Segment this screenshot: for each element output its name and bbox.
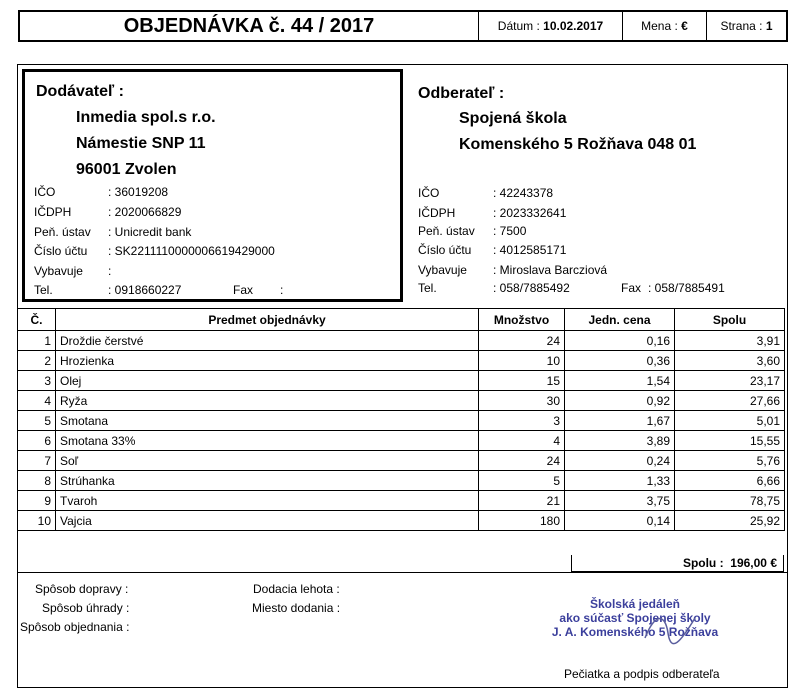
payment-label: Spôsob úhrady : — [42, 601, 130, 615]
row-quantity: 15 — [479, 371, 565, 391]
row-unit-price: 0,14 — [565, 511, 675, 531]
table-row — [18, 411, 785, 431]
row-number: 3 — [18, 371, 56, 391]
supplier-box — [22, 69, 403, 302]
total-label: Spolu : — [682, 556, 724, 570]
row-quantity: 5 — [479, 471, 565, 491]
row-quantity: 24 — [479, 451, 565, 471]
row-quantity: 24 — [479, 331, 565, 351]
row-unit-price: 1,67 — [565, 411, 675, 431]
page-cell — [706, 12, 786, 40]
row-total: 3,91 — [675, 331, 785, 351]
col-quantity-header: Množstvo — [479, 309, 565, 331]
row-unit-price: 0,24 — [565, 451, 675, 471]
row-item: Ryža — [56, 391, 479, 411]
date-value: 10.02.2017 — [543, 19, 604, 33]
row-number: 10 — [18, 511, 56, 531]
supplier-contact-label: Vybavuje — [34, 264, 83, 278]
supplier-icdph-label: IČDPH — [34, 205, 72, 219]
customer-address: Komenského 5 Rožňava 048 01 — [459, 136, 697, 153]
supplier-fax-label: Fax — [233, 283, 254, 297]
stamp-line-3: J. A. Komenského 5 Rožňava — [551, 625, 719, 639]
supplier-street: Námestie SNP 11 — [76, 135, 206, 152]
customer-contact-value: : Miroslava Barcziová — [493, 263, 608, 277]
table-header-row — [18, 309, 785, 331]
customer-title: Odberateľ : — [418, 85, 505, 102]
delivery-term-label: Dodacia lehota : — [253, 582, 340, 596]
supplier-title: Dodávateľ : — [36, 83, 124, 100]
row-item: Strúhanka — [56, 471, 479, 491]
customer-icdph-value: : 2023332641 — [493, 206, 567, 220]
row-total: 27,66 — [675, 391, 785, 411]
row-item: Hrozienka — [56, 351, 479, 371]
table-row — [18, 491, 785, 511]
row-quantity: 4 — [479, 431, 565, 451]
stamp-line-1: Školská jedáleň — [589, 597, 681, 611]
header-bar — [18, 10, 788, 42]
row-quantity: 21 — [479, 491, 565, 511]
order-title: OBJEDNÁVKA č. 44 / 2017 — [123, 14, 375, 37]
row-total: 5,01 — [675, 411, 785, 431]
customer-account-label: Číslo účtu — [418, 243, 472, 257]
row-unit-price: 1,54 — [565, 371, 675, 391]
row-item: Smotana 33% — [56, 431, 479, 451]
supplier-ico-value: : 36019208 — [108, 185, 169, 199]
supplier-tel-value: : 0918660227 — [108, 283, 182, 297]
row-unit-price: 0,36 — [565, 351, 675, 371]
row-total: 6,66 — [675, 471, 785, 491]
row-item: Droždie čerstvé — [56, 331, 479, 351]
row-total: 3,60 — [675, 351, 785, 371]
table-body — [18, 331, 785, 531]
school-stamp — [515, 597, 755, 639]
customer-tel-value: : 058/7885492 — [493, 281, 570, 295]
row-total: 25,92 — [675, 511, 785, 531]
supplier-bank-value: : Unicredit bank — [108, 225, 192, 239]
total-value: 196,00 € — [730, 556, 777, 570]
order-method-label: Spôsob objednania : — [20, 620, 130, 634]
row-unit-price: 0,92 — [565, 391, 675, 411]
row-number: 6 — [18, 431, 56, 451]
customer-ico-value: : 42243378 — [493, 186, 554, 200]
customer-account-value: : 4012585171 — [493, 243, 567, 257]
items-table — [17, 308, 785, 531]
customer-fax-label: Fax — [621, 281, 642, 295]
delivery-place-label: Miesto dodania : — [252, 601, 341, 615]
row-item: Smotana — [56, 411, 479, 431]
row-number: 7 — [18, 451, 56, 471]
row-total: 78,75 — [675, 491, 785, 511]
row-number: 5 — [18, 411, 56, 431]
customer-contact-label: Vybavuje — [418, 263, 467, 277]
currency-value: € — [681, 19, 688, 33]
supplier-account-value: : SK2211110000006619429000 — [108, 244, 275, 258]
row-total: 15,55 — [675, 431, 785, 451]
supplier-fax-value: : — [280, 283, 284, 297]
page-label: Strana : — [720, 19, 763, 33]
row-number: 1 — [18, 331, 56, 351]
row-total: 5,76 — [675, 451, 785, 471]
row-unit-price: 3,89 — [565, 431, 675, 451]
row-unit-price: 0,16 — [565, 331, 675, 351]
customer-tel-label: Tel. — [418, 281, 437, 295]
table-row — [18, 511, 785, 531]
row-total: 23,17 — [675, 371, 785, 391]
supplier-bank-label: Peň. ústav — [34, 225, 91, 239]
supplier-icdph-value: : 2020066829 — [108, 205, 182, 219]
table-bottom-line — [17, 572, 788, 573]
row-number: 2 — [18, 351, 56, 371]
currency-cell — [622, 12, 706, 40]
customer-ico-label: IČO — [418, 186, 440, 200]
customer-name: Spojená škola — [459, 110, 567, 127]
table-row — [18, 351, 785, 371]
supplier-city: 96001 Zvolen — [76, 161, 177, 178]
table-row — [18, 331, 785, 351]
page-value: 1 — [765, 19, 773, 33]
supplier-ico-label: IČO — [34, 185, 56, 199]
customer-fax-value: : 058/7885491 — [648, 281, 725, 295]
signature-label: Pečiatka a podpis odberateľa — [564, 667, 720, 681]
row-number: 4 — [18, 391, 56, 411]
row-unit-price: 3,75 — [565, 491, 675, 511]
col-unit-price-header: Jedn. cena — [565, 309, 675, 331]
currency-label: Mena : — [641, 19, 678, 33]
stamp-line-2: ako súčasť Spojenej školy — [559, 611, 711, 625]
date-label: Dátum : — [497, 19, 540, 33]
row-number: 8 — [18, 471, 56, 491]
row-item: Vajcia — [56, 511, 479, 531]
table-row — [18, 471, 785, 491]
row-item: Soľ — [56, 451, 479, 471]
row-quantity: 3 — [479, 411, 565, 431]
supplier-name: Inmedia spol.s r.o. — [76, 109, 216, 126]
signature-mark — [640, 608, 700, 648]
row-number: 9 — [18, 491, 56, 511]
col-item-header: Predmet objednávky — [56, 309, 479, 331]
col-number-header: Č. — [18, 309, 56, 331]
table-row — [18, 451, 785, 471]
row-quantity: 10 — [479, 351, 565, 371]
col-total-header: Spolu — [675, 309, 785, 331]
row-unit-price: 1,33 — [565, 471, 675, 491]
supplier-account-label: Číslo účtu — [34, 244, 88, 258]
supplier-contact-value: : — [108, 264, 112, 278]
table-row — [18, 391, 785, 411]
row-quantity: 30 — [479, 391, 565, 411]
row-quantity: 180 — [479, 511, 565, 531]
row-item: Tvaroh — [56, 491, 479, 511]
supplier-tel-label: Tel. — [34, 283, 53, 297]
row-item: Olej — [56, 371, 479, 391]
table-row — [18, 371, 785, 391]
customer-bank-value: : 7500 — [493, 224, 527, 238]
customer-icdph-label: IČDPH — [418, 206, 456, 220]
total-box — [571, 555, 784, 572]
table-row — [18, 431, 785, 451]
transport-label: Spôsob dopravy : — [35, 582, 129, 596]
customer-bank-label: Peň. ústav — [418, 224, 475, 238]
date-cell — [478, 12, 622, 40]
